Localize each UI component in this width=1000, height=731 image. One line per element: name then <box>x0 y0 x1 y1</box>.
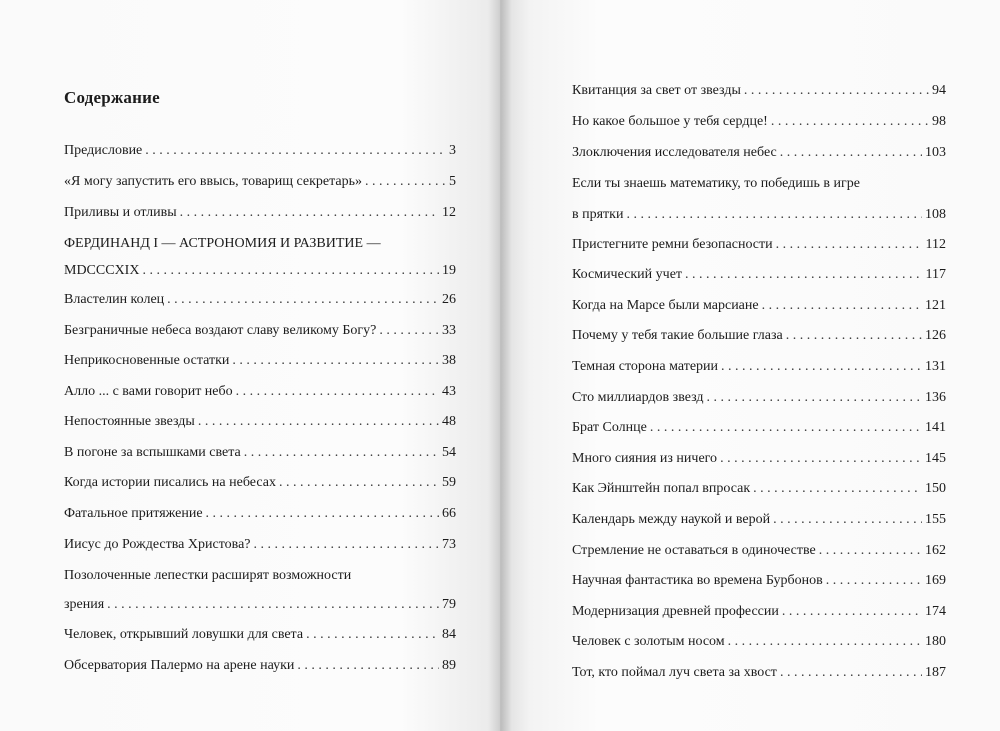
toc-entry <box>64 442 456 464</box>
toc-entry-title: в прятки <box>572 207 624 222</box>
leader-dots <box>720 448 922 470</box>
toc-entry <box>572 448 946 470</box>
toc-entry-title: Фатальное притяжение <box>64 506 203 521</box>
toc-entry <box>572 417 946 439</box>
toc-entry-title: Календарь между наукой и верой <box>572 512 771 527</box>
leader-dots <box>776 234 923 256</box>
leader-dots <box>728 631 922 653</box>
toc-entry <box>64 260 456 282</box>
leader-dots <box>782 601 922 623</box>
toc-entry-page: 3 <box>449 143 456 158</box>
toc-entry <box>572 387 946 409</box>
toc-entry <box>572 540 946 562</box>
toc-entry-page: 84 <box>442 627 456 642</box>
toc-entry-page: 5 <box>449 174 456 189</box>
toc-entry-title: Человек, открывший ловушки для света <box>64 627 304 642</box>
toc-entry-page: 169 <box>925 573 946 588</box>
toc-heading: Содержание <box>64 88 160 107</box>
leader-dots <box>780 662 922 684</box>
toc-entry <box>64 289 456 311</box>
toc-entry-title: Темная сторона материи <box>572 359 719 374</box>
toc-entry <box>572 204 946 226</box>
toc-entry-page: 187 <box>925 665 946 680</box>
toc-entry <box>64 624 456 646</box>
toc-entry-title: Но какое большое у тебя сердце! <box>572 114 768 129</box>
toc-entry <box>64 350 456 372</box>
toc-entry <box>64 594 456 616</box>
book-gutter <box>488 0 512 731</box>
leader-dots <box>107 594 439 616</box>
leader-dots <box>650 417 922 439</box>
leader-dots <box>254 534 440 556</box>
toc-entry <box>572 142 946 164</box>
toc-entry-page: 12 <box>442 205 456 220</box>
toc-entry <box>572 356 946 378</box>
toc-entry-page: 141 <box>925 420 946 435</box>
toc-entry-page: 73 <box>442 537 456 552</box>
toc-entry-title: Предисловие <box>64 143 143 158</box>
toc-entry-page: 180 <box>925 634 946 649</box>
toc-entry-title: Научная фантастика во времена Бурбонов <box>572 573 823 588</box>
toc-entry-title: Сто миллиардов звезд <box>572 390 704 405</box>
toc-entry <box>64 411 456 433</box>
toc-entry-title: Когда на Марсе были марсиане <box>572 298 759 313</box>
toc-entry-title: Безграничные небеса воздают славу великому Богу? <box>64 323 377 338</box>
leader-dots <box>236 381 439 403</box>
toc-entry-page: 121 <box>925 298 946 313</box>
leader-dots <box>744 80 929 102</box>
leader-dots <box>365 171 446 193</box>
toc-entry-title: Тот, кто поймал луч света за хвост <box>572 665 777 680</box>
toc-entry-title: Квитанция за свет от звезды <box>572 83 741 98</box>
toc-entry-title: «Я могу запустить его ввысь, товарищ секретарь» <box>64 174 362 189</box>
toc-entry-title: Властелин колец <box>64 292 165 307</box>
toc-entry-page: 38 <box>442 353 456 368</box>
toc-entry <box>64 140 456 162</box>
leader-dots <box>826 570 922 592</box>
toc-entry <box>64 503 456 525</box>
toc-entry-title: Неприкосновенные остатки <box>64 353 230 368</box>
toc-entry <box>572 295 946 317</box>
toc-entry <box>572 509 946 531</box>
toc-entry <box>64 472 456 494</box>
toc-entry-title: Брат Солнце <box>572 420 647 435</box>
toc-entry-title: Непостоянные звезды <box>64 414 195 429</box>
leader-dots <box>198 411 439 433</box>
leader-dots <box>685 264 922 286</box>
toc-entry <box>572 662 946 684</box>
toc-entry-page: 117 <box>925 267 946 282</box>
toc-entry-title-line1: Если ты знаешь математику, то победишь в игре <box>572 176 860 191</box>
toc-entry-page: 43 <box>442 384 456 399</box>
toc-entry-title: Человек с золотым носом <box>572 634 725 649</box>
toc-entry-page: 98 <box>932 114 946 129</box>
toc-entry-title: Космический учет <box>572 267 683 282</box>
leader-dots <box>780 142 922 164</box>
toc-entry-page: 136 <box>925 390 946 405</box>
toc-entry <box>64 320 456 342</box>
toc-entry <box>572 234 946 256</box>
leader-dots <box>279 472 439 494</box>
toc-entry-page: 66 <box>442 506 456 521</box>
toc-entry-page: 126 <box>925 328 946 343</box>
toc-entry-title-line1: Позолоченные лепестки расширят возможности <box>64 568 352 583</box>
leader-dots <box>167 289 439 311</box>
toc-entry-title: Как Эйнштейн попал впросак <box>572 481 751 496</box>
toc-entry <box>572 478 946 500</box>
toc-entry-title: Много сияния из ничего <box>572 451 718 466</box>
leader-dots <box>773 509 922 531</box>
toc-entry-page: 26 <box>442 292 456 307</box>
toc-entry-page: 174 <box>925 604 946 619</box>
toc-entry <box>572 264 946 286</box>
toc-entry-title: Когда истории писались на небесах <box>64 475 276 490</box>
toc-entry-title: Модернизация древней профессии <box>572 604 779 619</box>
leader-dots <box>753 478 922 500</box>
toc-entry-title: Алло ... с вами говорит небо <box>64 384 233 399</box>
leader-dots <box>206 503 439 525</box>
toc-entry-page: 19 <box>442 263 456 278</box>
leader-dots <box>297 655 439 677</box>
toc-entry-page: 108 <box>925 207 946 222</box>
toc-entry-page: 59 <box>442 475 456 490</box>
toc-entry-title: В погоне за вспышками света <box>64 445 241 460</box>
toc-entry-title: Злоключения исследователя небес <box>572 145 777 160</box>
leader-dots <box>244 442 439 464</box>
toc-entry-title: Пристегните ремни безопасности <box>572 237 773 252</box>
toc-entry <box>572 80 946 102</box>
toc-entry <box>64 655 456 677</box>
toc-entry-title: Иисус до Рождества Христова? <box>64 537 251 552</box>
toc-entry-page: 48 <box>442 414 456 429</box>
leader-dots <box>762 295 922 317</box>
toc-entry-page: 112 <box>925 237 946 252</box>
toc-entry-title: Приливы и отливы <box>64 205 177 220</box>
leader-dots <box>819 540 922 562</box>
toc-entry <box>572 570 946 592</box>
toc-entry-page: 150 <box>925 481 946 496</box>
toc-entry-title: Обсерватория Палермо на арене науки <box>64 658 295 673</box>
toc-entry <box>572 325 946 347</box>
leader-dots <box>306 624 439 646</box>
toc-entry-title: Стремление не оставаться в одиночестве <box>572 543 816 558</box>
toc-entry-page: 33 <box>442 323 456 338</box>
toc-entry-page: 54 <box>442 445 456 460</box>
toc-entry-page: 155 <box>925 512 946 527</box>
toc-entry-title: MDCCCXIX <box>64 263 140 278</box>
toc-entry <box>64 534 456 556</box>
toc-entry-page: 162 <box>925 543 946 558</box>
leader-dots <box>142 260 439 282</box>
toc-entry-page: 79 <box>442 597 456 612</box>
toc-entry-page: 103 <box>925 145 946 160</box>
toc-entry-page: 145 <box>925 451 946 466</box>
toc-entry-page: 94 <box>932 83 946 98</box>
leader-dots <box>707 387 922 409</box>
toc-entry <box>572 631 946 653</box>
leader-dots <box>379 320 439 342</box>
toc-entry <box>64 171 456 193</box>
toc-entry-page: 89 <box>442 658 456 673</box>
leader-dots <box>145 140 446 162</box>
leader-dots <box>786 325 922 347</box>
toc-entry <box>64 202 456 224</box>
toc-entry <box>572 111 946 133</box>
toc-entry-title-line1: ФЕРДИНАНД I — АСТРОНОМИЯ И РАЗВИТИЕ — <box>64 236 381 251</box>
toc-entry-page: 131 <box>925 359 946 374</box>
leader-dots <box>180 202 439 224</box>
toc-entry <box>64 381 456 403</box>
leader-dots <box>721 356 922 378</box>
toc-entry <box>572 601 946 623</box>
leader-dots <box>232 350 439 372</box>
leader-dots <box>626 204 922 226</box>
leader-dots <box>771 111 929 133</box>
toc-entry-title: зрения <box>64 597 105 612</box>
toc-entry-title: Почему у тебя такие большие глаза <box>572 328 783 343</box>
